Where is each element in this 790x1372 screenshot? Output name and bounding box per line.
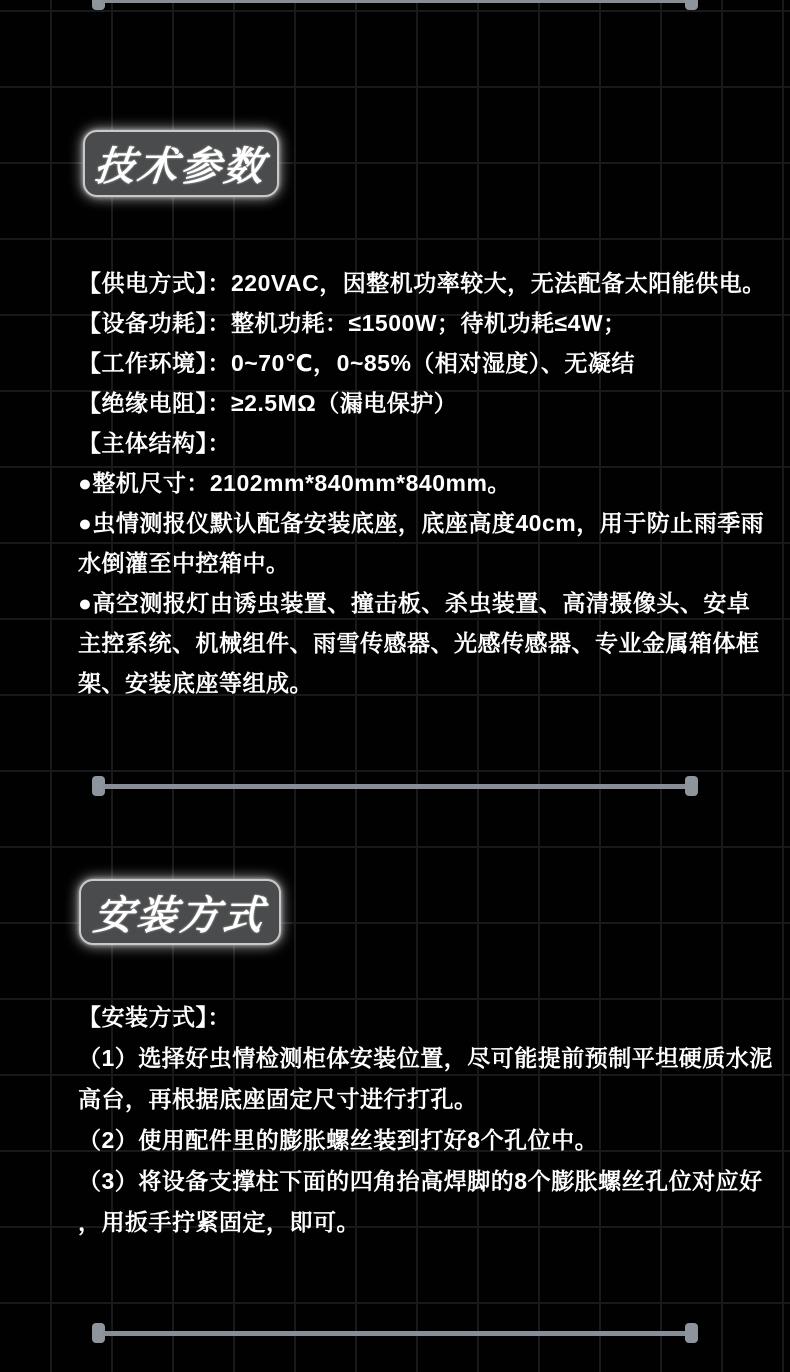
- spec-line-components-2: 主控系统、机械组件、雨雪传感器、光感传感器、专业金属箱体框: [78, 630, 760, 656]
- divider-line: [103, 784, 687, 789]
- install-step-3a: （3）将设备支撑柱下面的四角抬高焊脚的8个膨胀螺丝孔位对应好: [78, 1168, 763, 1194]
- divider-line: [103, 0, 687, 3]
- spec-line-components-3: 架、安装底座等组成。: [78, 670, 313, 696]
- spec-line-base-2: 水倒灌至中控箱中。: [78, 550, 290, 576]
- divider-end-cap: [685, 1323, 698, 1343]
- installation-text: [78, 997, 773, 1243]
- spec-line-insulation: 【绝缘电阻】：≥2.5MΩ（漏电保护）: [78, 390, 458, 416]
- section-divider-top: [92, 0, 698, 10]
- spec-line-structure: 【主体结构】：: [78, 430, 231, 456]
- spec-line-environment: 【工作环境】：0~70℃，0~85%（相对湿度）、无凝结: [78, 350, 635, 376]
- section-title: 安装方式: [91, 893, 268, 938]
- section-divider-middle: [92, 776, 698, 796]
- install-step-1b: 高台，再根据底座固定尺寸进行打孔。: [78, 1086, 478, 1112]
- install-step-3b: ，用扳手拧紧固定，即可。: [78, 1209, 360, 1235]
- install-step-1a: （1）选择好虫情检测柜体安装位置，尽可能提前预制平坦硬质水泥: [78, 1045, 773, 1071]
- spec-line-dimensions: ●整机尺寸：2102mm*840mm*840mm。: [78, 470, 511, 496]
- install-step-2: （2）使用配件里的膨胀螺丝装到打好8个孔位中。: [78, 1127, 599, 1153]
- spec-line-power-supply: 【供电方式】：220VAC，因整机功率较大，无法配备太阳能供电。: [78, 270, 766, 296]
- section-title: 技术参数: [92, 145, 269, 189]
- divider-line: [103, 1331, 687, 1336]
- tech-params-text: [78, 263, 770, 703]
- spec-line-components-1: ●高空测报灯由诱虫装置、撞击板、杀虫装置、高清摄像头、安卓: [78, 590, 751, 616]
- section-title-badge-installation: [79, 879, 281, 945]
- divider-end-cap: [685, 0, 698, 10]
- section-divider-bottom: [92, 1323, 698, 1343]
- section-title-badge-tech-params: [83, 130, 279, 197]
- install-line-heading: 【安装方式】：: [78, 1004, 231, 1030]
- divider-end-cap: [685, 776, 698, 796]
- spec-line-base-1: ●虫情测报仪默认配备安装底座，底座高度40cm，用于防止雨季雨: [78, 510, 765, 536]
- spec-line-consumption: 【设备功耗】：整机功耗：≤1500W；待机功耗≤4W；: [78, 310, 627, 336]
